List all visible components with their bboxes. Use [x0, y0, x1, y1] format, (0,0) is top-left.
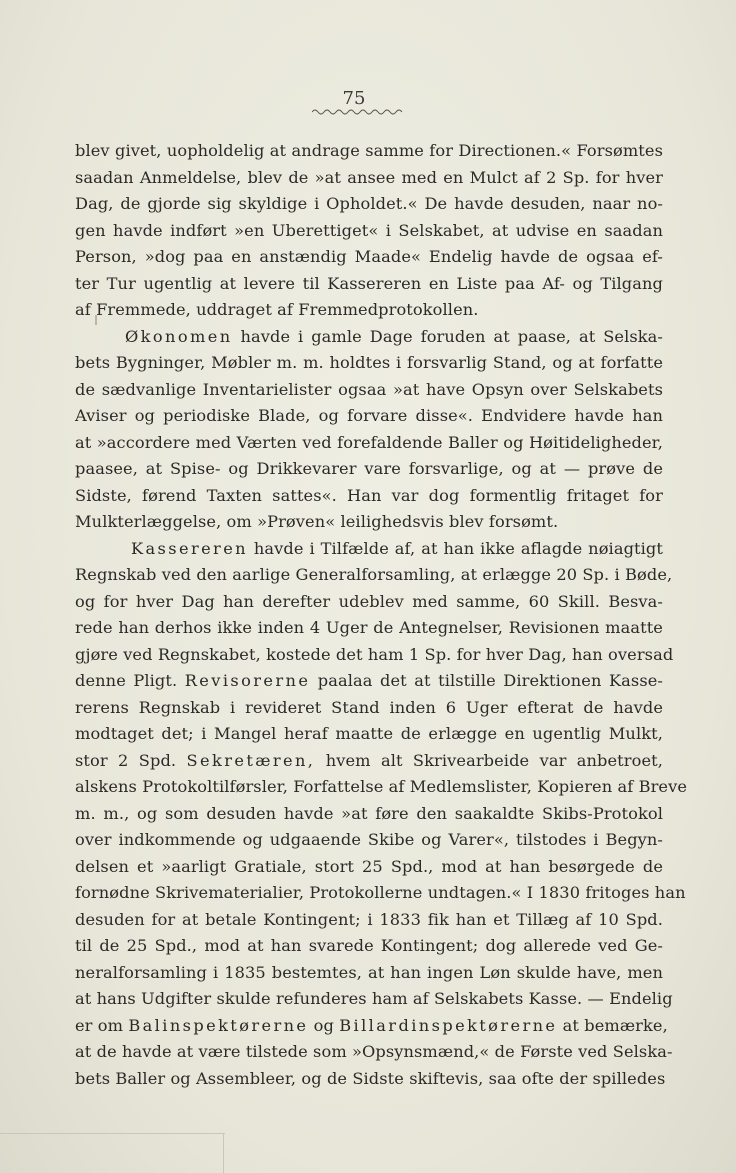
term-billardinspektoerer: Billardinspektørerne [339, 1015, 558, 1035]
body-text [75, 138, 688, 1092]
text-line: af Fremmede, uddraget af Fremmedprotokollen. [75, 300, 479, 319]
text-line: delsen et »aarligt Gratiale, stort 25 Spd., mod at han besørgede de [75, 856, 663, 876]
text-line: Person, »dog paa en anstændig Maade« Endelig havde de ogsaa ef- [75, 247, 663, 266]
text-line: til de 25 Spd., mod at han svarede Kontingent; dog allerede ved Ge- [75, 936, 663, 955]
text-line: er om Balinspektørerne og Billardinspektørerne at bemærke, [75, 1015, 668, 1035]
term-kassereren: Kassereren [131, 538, 248, 558]
text-line: Sidste, førend Taxten sattes«. Han var dog formentlig fritaget for [75, 485, 663, 505]
text-line: over indkommende og udgaaende Skibe og Varer«, tilstodes i Begyn- [75, 830, 663, 849]
text-line: neralforsamling i 1835 bestemtes, at han ingen Løn skulde have, men [75, 962, 663, 982]
text-line: denne Pligt. Revisorerne paalaa det at tilstille Direktionen Kasse- [75, 671, 663, 690]
scan-edge [223, 1133, 224, 1173]
text-line: modtaget det; i Mangel heraf maatte de erlægge en ugentlig Mulkt, [75, 724, 663, 743]
text-line: at »accordere med Værten ved forefaldende Baller og Høitideligheder, [75, 432, 663, 452]
text-line: saadan Anmeldelse, blev de »at ansee med en Mulct af 2 Sp. for hver [75, 167, 663, 187]
text-line: Økonomen havde i gamle Dage foruden at paase, at Selska- [125, 326, 663, 346]
text-line: alskens Protokoltilførsler, Forfattelse af Medlemslister, Kopieren af Breve [75, 777, 688, 796]
text-line: gen havde indført »en Uberettiget« i Selskabet, at udvise en saadan [75, 220, 663, 240]
text-line: Kassereren havde i Tilfælde af, at han ikke aflagde nøiagtigt [131, 538, 663, 558]
text-line: rerens Regnskab i revideret Stand inden 6 Uger efterat de havde [75, 697, 663, 717]
term-sekretaeren: Sekretæren, [186, 750, 316, 770]
text-line: paasee, at Spise- og Drikkevarer vare forsvarlige, og at — prøve de [75, 459, 663, 478]
text-line: Mulkterlæggelse, om »Prøven« leilighedsvis blev forsømt. [75, 512, 559, 531]
page-number: 75 [342, 88, 366, 109]
text-line: rede han derhos ikke inden 4 Uger de Antegnelser, Revisionen maatte [75, 618, 663, 637]
term-balinspektoerer: Balinspektørerne [128, 1015, 309, 1035]
text-line: Regnskab ved den aarlige Generalforsamling, at erlægge 20 Sp. i Bøde, [75, 565, 673, 584]
scan-edge [0, 1133, 225, 1134]
text-line: at de havde at være tilstede som »Opsynsmænd,« de Første ved Selska- [75, 1042, 673, 1061]
text-line: gjøre ved Regnskabet, kostede det ham 1 Sp. for hver Dag, han oversad [75, 644, 674, 664]
text-line: bets Bygninger, Møbler m. m. holdtes i forsvarlig Stand, og at forfatte [75, 353, 663, 372]
term-oekonomen: Økonomen [125, 326, 233, 346]
term-revisorerne: Revisorerne [184, 671, 311, 690]
text-line: desuden for at betale Kontingent; i 1833 fik han et Tillæg af 10 Spd. [75, 909, 663, 929]
text-line: og for hver Dag han derefter udeblev med samme, 60 Skill. Besva- [75, 591, 663, 611]
text-line: de sædvanlige Inventarielister ogsaa »at have Opsyn over Selskabets [75, 379, 663, 399]
text-line: ter Tur ugentlig at levere til Kassereren en Liste paa Af- og Tilgang [75, 273, 663, 293]
text-line: stor 2 Spd. Sekretæren, hvem alt Skrivearbeide var anbetroet, [75, 750, 664, 770]
text-line: blev givet, uopholdelig at andrage samme for Directionen.« Forsømtes [75, 141, 663, 160]
page-header [0, 88, 736, 109]
text-line: at hans Udgifter skulde refunderes ham af Selskabets Kasse. — Endelig [75, 989, 673, 1008]
text-line: Aviser og periodiske Blade, og forvare disse«. Endvidere havde han [75, 406, 663, 425]
text-line: fornødne Skrivematerialier, Protokollerne undtagen.« I 1830 fritoges han [75, 883, 686, 902]
wavy-ornament-icon [312, 108, 404, 116]
text-line: m. m., og som desuden havde »at føre den saakaldte Skibs-Protokol [75, 803, 663, 823]
text-line: bets Baller og Assembleer, og de Sidste skiftevis, saa ofte der spilledes [75, 1068, 666, 1088]
text-line: Dag, de gjorde sig skyldige i Opholdet.« De havde desuden, naar no- [75, 194, 663, 213]
